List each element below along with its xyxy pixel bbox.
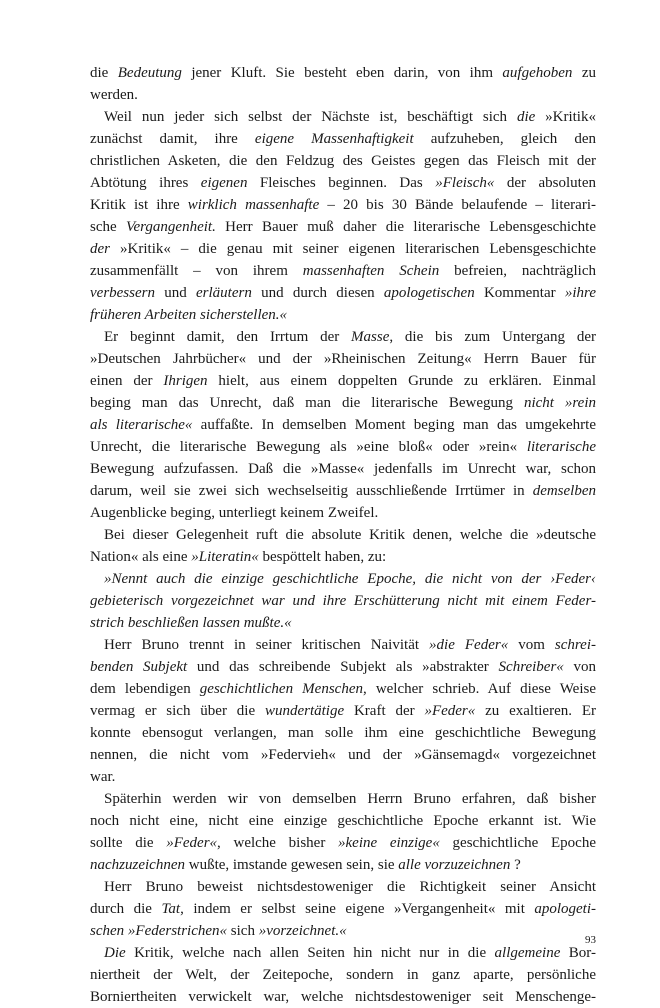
italic-text: »Feder« [424, 703, 476, 719]
text-run: Späterhin werden wir von demselben Herrn Bruno erfahren, daß bisher [104, 791, 596, 807]
italic-text: apologeti- [534, 901, 596, 917]
text-line [90, 84, 596, 106]
text-run: sich [227, 923, 259, 939]
italic-text: literarische [526, 439, 596, 455]
text-line [90, 524, 596, 546]
text-run: »Kritik« – die genau mit seiner eigenen literarischen Lebensgeschichte [110, 241, 596, 257]
italic-text: Masse [351, 329, 390, 345]
text-run: »Kritik« [535, 109, 596, 125]
italic-text: demselben [532, 483, 596, 499]
text-run: geschichtliche Epoche [439, 835, 596, 851]
text-run: Kraft der [344, 703, 425, 719]
text-line [90, 194, 596, 216]
text-line [90, 876, 596, 898]
text-line [90, 502, 596, 524]
text-run: Er beginnt damit, den Irrtum der [104, 329, 352, 345]
text-line [90, 942, 596, 964]
text-run: von [563, 659, 596, 675]
text-run: Augenblicke beging, unterliegt keinem Zweifel. [90, 505, 379, 521]
page-number: 93 [585, 934, 596, 946]
text-line [90, 458, 596, 480]
italic-text: früheren Arbeiten sicherstellen.« [90, 307, 288, 323]
text-line [90, 172, 596, 194]
text-line [90, 634, 596, 656]
text-run: Herr Bruno trennt in seiner kritischen Naivität [104, 637, 430, 653]
italic-text: Ihrigen [163, 373, 208, 389]
italic-text: wirklich massenhafte [187, 197, 320, 213]
text-run: und das schreibende Subjekt als »abstrakter [187, 659, 499, 675]
text-run: , die bis zum Untergang der [389, 329, 596, 345]
text-line [90, 700, 596, 722]
text-line [90, 282, 596, 304]
italic-text: »Fleisch« [435, 175, 495, 191]
text-run: darum, weil sie zwei sich wechselseitig ausschließende Irrtümer in [90, 483, 533, 499]
text-run: zunächst damit, ihre [90, 131, 255, 147]
text-line [90, 964, 596, 986]
text-run: Unrecht, die literarische Bewegung als »eine bloß« oder »rein« [90, 439, 527, 455]
text-run: zu [572, 65, 596, 81]
text-line [90, 854, 596, 876]
text-run: Bewegung aufzufassen. Daß die »Masse« jedenfalls im Unrecht war, schon [90, 461, 596, 477]
italic-text: Die [104, 945, 126, 961]
italic-text: »Literatin« [191, 549, 259, 565]
text-line [90, 216, 596, 238]
body-text [90, 62, 596, 1008]
text-line [90, 436, 596, 458]
italic-text: wundertätige [264, 703, 345, 719]
text-run: Herr Bruno beweist nichtsdestoweniger die Richtigkeit seiner Ansicht [104, 879, 596, 895]
italic-text: Schreiber« [498, 659, 564, 675]
text-run: hielt, aus einem doppelten Grunde zu erklären. Einmal [207, 373, 596, 389]
italic-text: »die Feder« [429, 637, 509, 653]
text-run: vermag er sich über die [90, 703, 265, 719]
text-line [90, 898, 596, 920]
text-line [90, 106, 596, 128]
italic-text: »Nennt auch die einzige geschichtliche Epoche, die nicht von der ›Feder‹ [104, 571, 596, 587]
quote-line [90, 568, 596, 590]
text-line [90, 414, 596, 436]
quote-line [90, 590, 596, 612]
italic-text: Bedeutung [117, 65, 182, 81]
text-run: vom [508, 637, 555, 653]
text-run: einen der [90, 373, 164, 389]
text-run: bespöttelt haben, zu: [258, 549, 387, 565]
text-run: jener Kluft. Sie besteht eben darin, von ihm [181, 65, 503, 81]
italic-text: geschichtlichen Menschen [199, 681, 363, 697]
text-line [90, 392, 596, 414]
italic-text: alle vorzuzeichnen [398, 857, 511, 873]
text-line [90, 480, 596, 502]
italic-text: nicht »rein [523, 395, 596, 411]
text-run: Fleisches beginnen. Das [247, 175, 436, 191]
italic-text: aufgehoben [502, 65, 573, 81]
quote-line [90, 612, 596, 634]
italic-text: eigenen [200, 175, 248, 191]
text-line [90, 62, 596, 84]
text-run: zu exaltieren. Er [475, 703, 596, 719]
text-run: aufzuheben, gleich den [413, 131, 596, 147]
italic-text: eigene Massenhaftigkeit [254, 131, 414, 147]
text-line [90, 832, 596, 854]
italic-text: als literarische« [90, 417, 193, 433]
text-line [90, 986, 596, 1008]
text-line [90, 744, 596, 766]
text-run: christlichen Asketen, die den Feldzug des Geistes gegen das Fleisch mit der [90, 153, 596, 169]
text-run: Bor- [560, 945, 596, 961]
text-run: konnte ebensogut verlangen, man solle ihm eine geschichtliche Bewegung [90, 725, 596, 741]
text-run: Kommentar [474, 285, 565, 301]
text-run: niertheit der Welt, der Zeitepoche, sondern in ganz aparte, persönliche [90, 967, 596, 983]
text-line [90, 766, 596, 788]
text-run: auffaßte. In demselben Moment beging man das umgekehrte [192, 417, 596, 433]
text-line [90, 370, 596, 392]
italic-text: die [516, 109, 536, 125]
text-run: – 20 bis 30 Bände belaufende – literari- [319, 197, 596, 213]
italic-text: schen »Federstrichen« [90, 923, 228, 939]
italic-text: nachzuzeichnen [90, 857, 185, 873]
text-line [90, 260, 596, 282]
text-run: Bei dieser Gelegenheit ruft die absolute Kritik denen, welche die »deutsche [104, 527, 596, 543]
text-line [90, 920, 596, 942]
text-run: noch nicht eine, nicht eine einzige geschichtliche Epoche erkannt ist. Wie [90, 813, 596, 829]
italic-text: »Feder« [166, 835, 218, 851]
text-line [90, 656, 596, 678]
text-run: , welcher schrieb. Auf diese Weise [362, 681, 596, 697]
italic-text: Vergangenheit. [125, 219, 216, 235]
text-line [90, 546, 596, 568]
text-run: »Deutschen Jahrbücher« und der »Rheinischen Zeitung« Herrn Bauer für [90, 351, 596, 367]
text-run: die [90, 65, 118, 81]
text-run: durch die [90, 901, 162, 917]
italic-text: der [90, 241, 110, 257]
italic-text: allgemeine [494, 945, 561, 961]
italic-text: strich beschließen lassen mußte.« [90, 615, 292, 631]
text-line [90, 678, 596, 700]
italic-text: massenhaften Schein [302, 263, 440, 279]
italic-text: benden Subjekt [90, 659, 188, 675]
text-line [90, 304, 596, 326]
text-run: Abtötung ihres [90, 175, 201, 191]
text-run: der absoluten [494, 175, 596, 191]
text-run: und durch diesen [251, 285, 384, 301]
text-run: zusammenfällt – von ihrem [90, 263, 303, 279]
italic-text: »ihre [564, 285, 596, 301]
text-run: Kritik, welche nach allen Seiten hin nicht nur in die [125, 945, 495, 961]
italic-text: »keine einzige« [338, 835, 440, 851]
text-line [90, 722, 596, 744]
text-run: dem lebendigen [90, 681, 200, 697]
text-line [90, 348, 596, 370]
italic-text: »vorzeichnet.« [258, 923, 347, 939]
text-run: , indem er selbst seine eigene »Vergangenheit« mit [180, 901, 535, 917]
italic-text: Tat [161, 901, 181, 917]
text-run: werden. [90, 87, 138, 103]
text-run: Nation« als eine [90, 549, 192, 565]
text-run: befreien, nachträglich [439, 263, 596, 279]
text-line [90, 150, 596, 172]
text-run: wußte, imstande gewesen sein, sie [184, 857, 399, 873]
text-run: war. [90, 769, 116, 785]
text-run: sollte die [90, 835, 167, 851]
italic-text: erläutern [196, 285, 252, 301]
text-run: sche [90, 219, 126, 235]
text-line [90, 788, 596, 810]
text-run: Herr Bauer muß daher die literarische Lebensgeschichte [215, 219, 596, 235]
text-run: ? [510, 857, 521, 873]
text-run: und [154, 285, 197, 301]
text-run: beging man das Unrecht, daß man die literarische Bewegung [90, 395, 524, 411]
text-run: Borniertheiten verwickelt war, welche nichtsdestoweniger seit Menschenge- [90, 989, 596, 1005]
italic-text: apologetischen [383, 285, 475, 301]
text-run: Kritik ist ihre [90, 197, 188, 213]
italic-text: gebieterisch vorgezeichnet war und ihre Erschütterung nicht mit einem Feder- [90, 593, 596, 609]
text-line [90, 128, 596, 150]
text-line [90, 810, 596, 832]
text-run: Weil nun jeder sich selbst der Nächste ist, beschäftigt sich [104, 109, 517, 125]
text-run: nennen, die nicht vom »Federvieh« und der »Gänsemagd« vorgezeichnet [90, 747, 596, 763]
text-line [90, 326, 596, 348]
text-run: , welche bisher [217, 835, 339, 851]
italic-text: schrei- [554, 637, 596, 653]
italic-text: verbessern [90, 285, 155, 301]
text-line [90, 238, 596, 260]
